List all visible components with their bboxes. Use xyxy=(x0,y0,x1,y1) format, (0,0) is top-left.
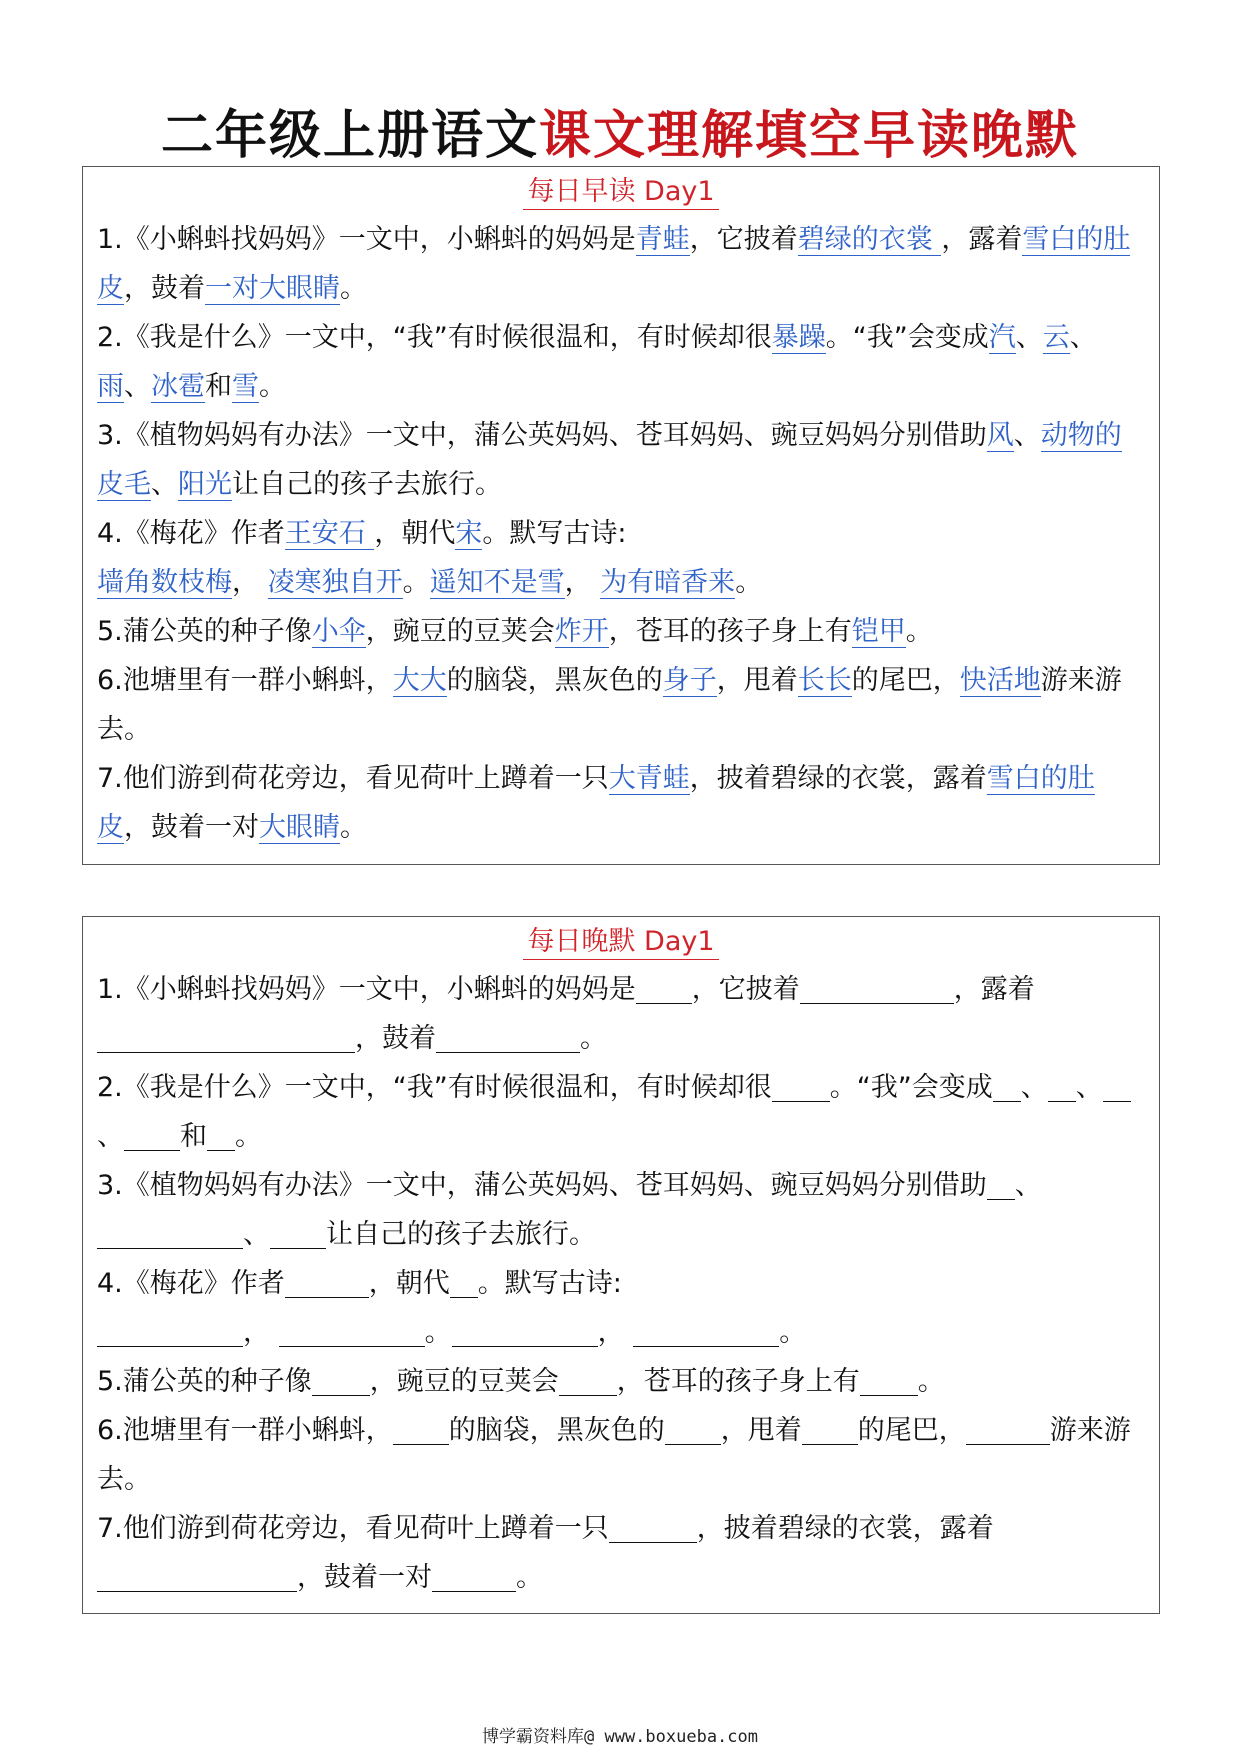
answer-blank[interactable] xyxy=(279,1318,425,1347)
list-item: 1.《小蝌蚪找妈妈》一文中，小蝌蚪的妈妈是青蛙，它披着碧绿的衣裳 ，露着雪白的肚皮，鼓着一对大眼睛。 xyxy=(97,224,1131,304)
answer-blank[interactable] xyxy=(285,1269,369,1298)
evening-heading: 每日晚默 Day1 xyxy=(83,925,1159,965)
title-red: 课文理解填空早读晚默 xyxy=(539,106,1080,166)
answer-blank[interactable] xyxy=(270,1220,326,1249)
answer-blank[interactable] xyxy=(633,1318,779,1347)
list-item: 1.《小蝌蚪找妈妈》一文中，小蝌蚪的妈妈是 ，它披着 ，露着，鼓着 。 xyxy=(97,974,1035,1054)
title-black: 二年级上册语文 xyxy=(160,106,539,166)
footer-watermark: 博学霸资料库@ www.boxueba.com xyxy=(482,1727,758,1747)
answer-blank[interactable] xyxy=(97,1318,243,1347)
answer-blank[interactable] xyxy=(802,1416,858,1445)
list-item: 3.《植物妈妈有办法》一文中，蒲公英妈妈、苍耳妈妈、豌豆妈妈分别借助 、、 让自己的孩子去旅行。 xyxy=(97,1170,1042,1250)
list-item: 6.池塘里有一群小蝌蚪， 的脑袋，黑灰色的 ，甩着 的尾巴， 游来游去。 xyxy=(97,1415,1131,1495)
list-item: 5.蒲公英的种子像小伞，豌豆的豆荚会炸开，苍耳的孩子身上有铠甲。 xyxy=(97,616,933,647)
answer-blank[interactable] xyxy=(1048,1073,1076,1102)
answer-blank[interactable] xyxy=(987,1171,1015,1200)
answer-blank[interactable] xyxy=(97,1220,243,1249)
page-title xyxy=(0,100,1240,172)
answer-blank[interactable] xyxy=(966,1416,1050,1445)
morning-reading-box xyxy=(82,166,1160,865)
answer-blank[interactable] xyxy=(97,1024,355,1053)
answer-blank[interactable] xyxy=(860,1367,918,1396)
answer-blank[interactable] xyxy=(1103,1073,1131,1102)
answer-blank[interactable] xyxy=(97,1563,297,1592)
answer-blank[interactable] xyxy=(772,1073,830,1102)
answer-blank[interactable] xyxy=(207,1122,235,1151)
answer-blank[interactable] xyxy=(312,1367,370,1396)
answer-blank[interactable] xyxy=(393,1416,449,1445)
poem-line: 墙角数枝梅， 凌寒独自开。遥知不是雪， 为有暗香来。 xyxy=(97,567,763,598)
answer-blank[interactable] xyxy=(436,1024,580,1053)
list-item: 2.《我是什么》一文中，“我”有时候很温和，有时候却很暴躁。“我”会变成汽、云、雨、冰雹和雪。 xyxy=(97,322,1097,402)
list-item: 2.《我是什么》一文中，“我”有时候很温和，有时候却很 。“我”会变成 、 、、 和 。 xyxy=(97,1063,1143,1161)
list-item: 4.《梅花》作者 ，朝代 。默写古诗: xyxy=(97,1268,622,1299)
evening-dictation-box xyxy=(82,916,1160,1614)
list-item: 4.《梅花》作者王安石 ，朝代宋。默写古诗: xyxy=(97,518,627,549)
answer-blank[interactable] xyxy=(124,1122,180,1151)
answer-blank[interactable] xyxy=(636,975,692,1004)
poem-line: ， 。 ， 。 xyxy=(97,1308,1143,1357)
list-item: 7.他们游到荷花旁边，看见荷叶上蹲着一只大青蛙，披着碧绿的衣裳，露着雪白的肚皮，鼓着一对大眼睛。 xyxy=(97,763,1095,843)
answer-blank[interactable] xyxy=(452,1318,598,1347)
answer-blank[interactable] xyxy=(665,1416,721,1445)
answer-blank[interactable] xyxy=(432,1563,516,1592)
list-item: 6.池塘里有一群小蝌蚪，大大的脑袋，黑灰色的身子，甩着长长的尾巴，快活地游来游去。 xyxy=(97,665,1122,745)
answer-blank[interactable] xyxy=(993,1073,1021,1102)
list-item: 3.《植物妈妈有办法》一文中，蒲公英妈妈、苍耳妈妈、豌豆妈妈分别借助风、动物的皮毛、阳光让自己的孩子去旅行。 xyxy=(97,420,1122,500)
morning-heading: 每日早读 Day1 xyxy=(83,175,1159,215)
answer-blank[interactable] xyxy=(800,975,954,1004)
list-item: 5.蒲公英的种子像 ，豌豆的豆荚会 ，苍耳的孩子身上有 。 xyxy=(97,1366,945,1397)
answer-blank[interactable] xyxy=(609,1514,697,1543)
answer-blank[interactable] xyxy=(559,1367,617,1396)
answer-blank[interactable] xyxy=(450,1269,478,1298)
list-item: 7.他们游到荷花旁边，看见荷叶上蹲着一只 ，披着碧绿的衣裳，露着，鼓着一对 。 xyxy=(97,1513,994,1593)
